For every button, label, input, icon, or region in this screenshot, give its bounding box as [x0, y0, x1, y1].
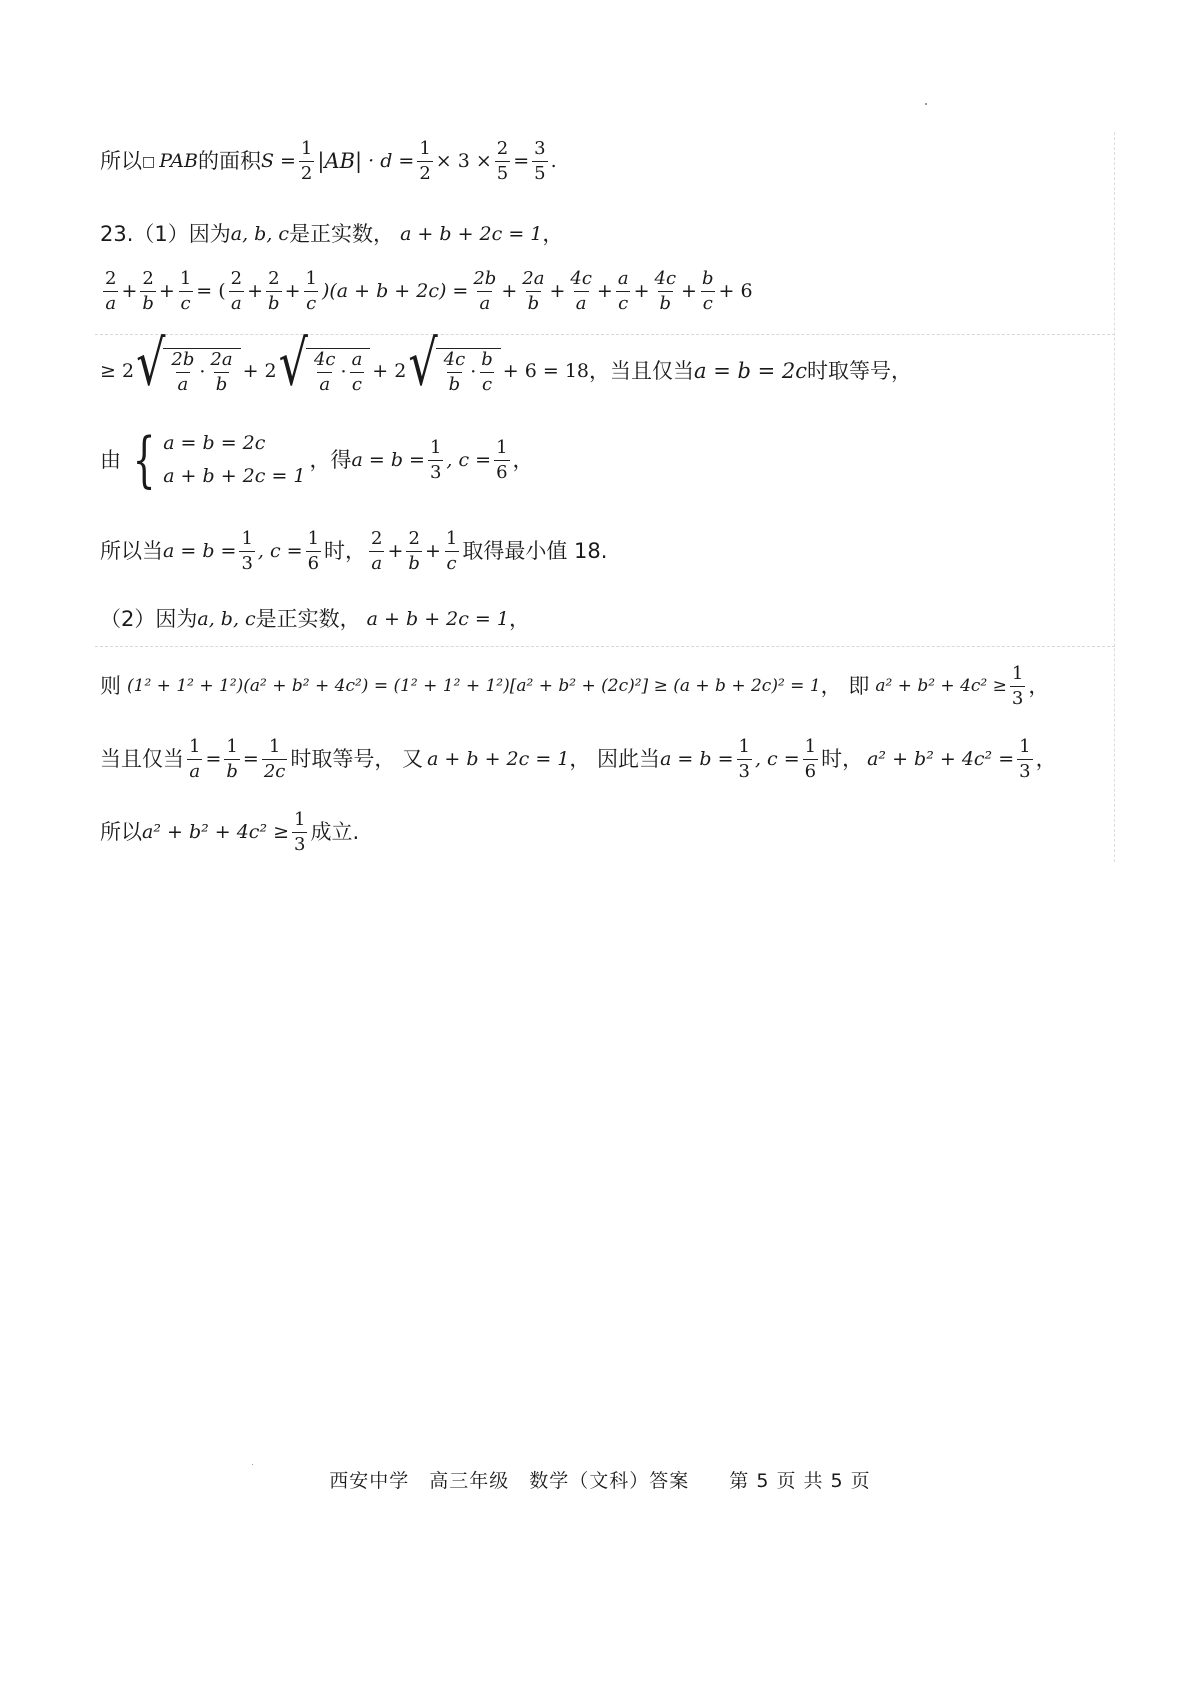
- denominator: 2: [300, 163, 313, 184]
- line-q23-part2-premise: [100, 609, 530, 630]
- denominator: c: [351, 374, 362, 395]
- numerator: b: [481, 349, 493, 370]
- scan-speck: [925, 103, 927, 105]
- denominator: c: [481, 374, 493, 395]
- numerator: 1: [307, 528, 320, 549]
- fraction: [520, 270, 546, 313]
- fraction: [239, 530, 254, 573]
- line-expansion: [100, 270, 753, 313]
- radical-sign: √: [136, 326, 166, 400]
- sqrt: [408, 326, 500, 400]
- chinese-text: 时，: [821, 747, 864, 771]
- fraction: [532, 140, 547, 183]
- denominator: b: [527, 293, 540, 314]
- math-text: +: [681, 280, 697, 302]
- line-am-gm-inequality: [100, 326, 913, 400]
- denominator: a: [319, 374, 331, 395]
- chinese-text: 时，: [324, 539, 367, 563]
- numerator: 1: [496, 436, 508, 458]
- fraction: [224, 738, 240, 781]
- fraction: [616, 270, 631, 313]
- equation-system: [125, 425, 306, 495]
- math-text: +: [424, 540, 441, 562]
- chinese-text: 时取等号， 又: [290, 747, 424, 771]
- math-text: +: [158, 280, 175, 302]
- denominator: a: [479, 293, 491, 314]
- radical-sign: √: [278, 326, 308, 400]
- numerator: 2: [105, 268, 117, 289]
- numerator: 1: [241, 528, 253, 549]
- numerator: 1: [268, 736, 281, 757]
- numerator: 2: [408, 528, 420, 549]
- scan-speck: [252, 1464, 253, 1465]
- fraction: [369, 530, 384, 573]
- numerator: 2b: [171, 349, 195, 370]
- denominator: b: [215, 374, 228, 395]
- denominator: c: [702, 293, 713, 314]
- denominator: c: [618, 293, 629, 314]
- numerator: 2: [371, 528, 383, 549]
- denominator: a: [575, 293, 587, 314]
- math-text: , c =: [257, 540, 303, 562]
- math-text: a, b, c: [197, 608, 256, 630]
- math-text: [163, 434, 305, 486]
- fraction: [428, 436, 443, 483]
- math-text: =: [205, 748, 222, 770]
- chinese-text: ，: [1035, 747, 1057, 771]
- chinese-text: ，: [512, 447, 534, 472]
- numerator: b: [701, 268, 714, 289]
- math-text: +: [284, 280, 301, 302]
- fraction: [737, 738, 752, 781]
- fraction: [700, 270, 716, 313]
- denominator: c: [446, 553, 457, 574]
- denominator: a: [105, 293, 117, 314]
- numerator: a: [351, 349, 363, 370]
- denominator: 6: [496, 461, 508, 483]
- numerator: 1: [419, 138, 431, 159]
- numerator: 2: [142, 268, 154, 289]
- fraction: [568, 270, 594, 313]
- denominator: a: [177, 374, 189, 395]
- fraction: [303, 270, 318, 313]
- fraction: [292, 811, 307, 854]
- math-text: a² + b² + 4c² ≥: [875, 676, 1007, 696]
- denominator: 2: [419, 163, 431, 184]
- denominator: a: [371, 553, 383, 574]
- line-system: [100, 425, 534, 495]
- math-text: ≥ 2: [100, 359, 135, 382]
- chinese-text: ， 因此当: [569, 747, 661, 771]
- fraction: [444, 530, 459, 573]
- numerator: 1: [189, 736, 201, 757]
- math-text: a + b + 2c = 1: [163, 465, 306, 487]
- denominator: 3: [738, 761, 750, 782]
- math-text: (1² + 1² + 1²)(a² + b² + 4c²) = (1² + 1² + 1²)[a² + b² + (2c)²] ≥ (a + b + 2c)² = 1: [127, 676, 821, 696]
- separator-2: [95, 646, 1115, 647]
- math-text: )(a + b + 2c) =: [321, 280, 469, 302]
- separator-1: [95, 334, 1115, 335]
- chinese-text: ，: [589, 358, 611, 383]
- math-text: + 2: [242, 359, 277, 382]
- chinese-text: ，: [1028, 674, 1050, 698]
- sqrt: [136, 326, 241, 400]
- numerator: 1: [179, 268, 192, 289]
- numerator: 1: [300, 138, 313, 159]
- math-text: +: [247, 280, 264, 302]
- page-footer: 西安中学 高三年级 数学（文科）答案 第 5 页 共 5 页: [329, 1470, 871, 1492]
- fraction: [479, 351, 495, 394]
- denominator: b: [659, 293, 672, 314]
- math-text: a = b = 2c: [163, 432, 266, 454]
- math-text: [306, 348, 370, 394]
- math-text: +: [596, 280, 613, 302]
- left-brace: {: [132, 425, 156, 495]
- fraction: [1017, 738, 1032, 781]
- numerator: 2: [496, 138, 509, 159]
- fraction: [471, 270, 498, 313]
- numerator: 4c: [443, 349, 466, 370]
- denominator: 5: [496, 163, 509, 184]
- math-text: +: [501, 280, 518, 302]
- fraction: [417, 140, 432, 183]
- fraction: [208, 351, 234, 394]
- fraction: [1010, 665, 1025, 708]
- denominator: c: [180, 293, 191, 314]
- math-text: ·: [199, 361, 206, 383]
- chinese-text: 是正实数，: [255, 607, 361, 631]
- margin-guide-right: [1114, 132, 1115, 862]
- chinese-text: 当且仅当: [610, 358, 695, 383]
- numerator: 1: [804, 736, 817, 757]
- fraction: [350, 351, 365, 394]
- numerator: 1: [1011, 663, 1024, 684]
- math-text: + 2: [372, 359, 407, 382]
- missing-glyph-box: □: [142, 153, 156, 170]
- denominator: b: [408, 553, 420, 574]
- math-text: = (: [196, 280, 226, 302]
- denominator: 3: [241, 553, 253, 574]
- fraction: [653, 270, 679, 313]
- denominator: 3: [1019, 761, 1031, 782]
- chinese-text: 所以: [100, 820, 142, 844]
- numerator: 4c: [570, 268, 592, 289]
- numerator: a: [617, 268, 629, 289]
- numerator: 1: [305, 268, 317, 289]
- radical-sign: √: [408, 326, 438, 400]
- chinese-text: 由: [100, 447, 121, 472]
- numerator: 2b: [473, 268, 497, 289]
- numerator: 1: [445, 528, 458, 549]
- chinese-text: 时取等号，: [807, 358, 913, 383]
- math-text: =: [242, 748, 259, 770]
- numerator: 2: [230, 268, 243, 289]
- fraction: [140, 270, 156, 313]
- line-cauchy: [100, 665, 1049, 708]
- denominator: 6: [307, 553, 320, 574]
- math-text: +: [633, 280, 650, 302]
- line-q23-part1-premise: 23.（1）因为 a, b, c 是正实数， a + b + 2c = 1 ，: [100, 222, 564, 246]
- denominator: b: [268, 293, 280, 314]
- math-text: a = b =: [660, 748, 734, 770]
- numerator: 2a: [210, 349, 233, 370]
- fraction: [495, 140, 510, 183]
- numerator: 2a: [522, 268, 545, 289]
- numerator: 1: [1019, 736, 1031, 757]
- math-text: +: [121, 280, 138, 302]
- fraction: [406, 530, 422, 573]
- chinese-text: ，得: [309, 447, 352, 472]
- denominator: 5: [534, 163, 546, 184]
- chinese-text: 取得最小值 18.: [462, 539, 608, 563]
- math-text: ·: [340, 361, 347, 383]
- line-part2-conclusion: [100, 811, 359, 854]
- sqrt: [278, 326, 371, 400]
- fraction: [178, 270, 193, 313]
- denominator: c: [306, 293, 317, 314]
- fraction: [312, 351, 338, 394]
- chinese-text: ， 即: [820, 674, 870, 698]
- math-text: +: [549, 280, 566, 302]
- math-text: , c =: [446, 448, 492, 471]
- chinese-text: ，: [508, 607, 530, 631]
- fraction: [169, 351, 196, 394]
- math-text: a² + b² + 4c² ≥: [142, 821, 290, 843]
- math-text: a = b =: [163, 540, 237, 562]
- chinese-text: （2）因为: [100, 607, 198, 631]
- denominator: 3: [1011, 688, 1024, 709]
- chinese-text: 成立.: [310, 820, 360, 844]
- denominator: b: [142, 293, 154, 314]
- fraction: [494, 436, 509, 483]
- math-text: + 6 = 18: [502, 359, 590, 382]
- math-text: a + b + 2c = 1: [366, 608, 509, 630]
- fraction: [262, 738, 288, 781]
- fraction: [229, 270, 244, 313]
- denominator: 3: [294, 834, 306, 855]
- fraction: [103, 270, 118, 313]
- line-area-result: 所以 □ PAB 的面积 S = $\frac{1}{2}$ |AB| · d = $\frac{1}{2}$ × 3 × $\frac{2}{5}$ = $\frac{3}{5}$ .: [100, 138, 557, 184]
- math-text: a = b = 2c: [694, 358, 808, 383]
- math-text: + 6: [718, 280, 753, 302]
- denominator: 3: [429, 461, 442, 483]
- fraction: [299, 140, 314, 183]
- numerator: 3: [534, 138, 546, 159]
- fraction: [306, 530, 321, 573]
- numerator: 1: [294, 809, 306, 830]
- math-text: a = b =: [351, 448, 425, 471]
- denominator: 2c: [263, 761, 286, 782]
- numerator: 1: [429, 436, 442, 458]
- fraction: [442, 351, 468, 394]
- fraction: [803, 738, 818, 781]
- chinese-text: 则: [100, 674, 121, 698]
- math-text: [436, 348, 501, 394]
- numerator: 4c: [654, 268, 677, 289]
- math-text: , c =: [754, 748, 800, 770]
- numerator: 1: [226, 736, 238, 757]
- chinese-text: 当且仅当: [100, 747, 184, 771]
- line-equality-case: [100, 738, 1057, 781]
- math-text: [163, 348, 240, 394]
- denominator: a: [231, 293, 242, 314]
- denominator: 6: [804, 761, 817, 782]
- math-text: ·: [470, 361, 477, 383]
- fraction: [266, 270, 282, 313]
- numerator: 2: [268, 268, 280, 289]
- math-text: a² + b² + 4c² =: [867, 748, 1015, 770]
- chinese-text: 所以当: [100, 539, 163, 563]
- denominator: a: [189, 761, 201, 782]
- math-text: a + b + 2c = 1: [427, 748, 570, 770]
- numerator: 4c: [313, 349, 336, 370]
- math-text: +: [387, 540, 404, 562]
- numerator: 1: [738, 736, 750, 757]
- denominator: b: [226, 761, 238, 782]
- line-part1-conclusion: [100, 530, 607, 573]
- fraction: [187, 738, 202, 781]
- denominator: b: [448, 374, 461, 395]
